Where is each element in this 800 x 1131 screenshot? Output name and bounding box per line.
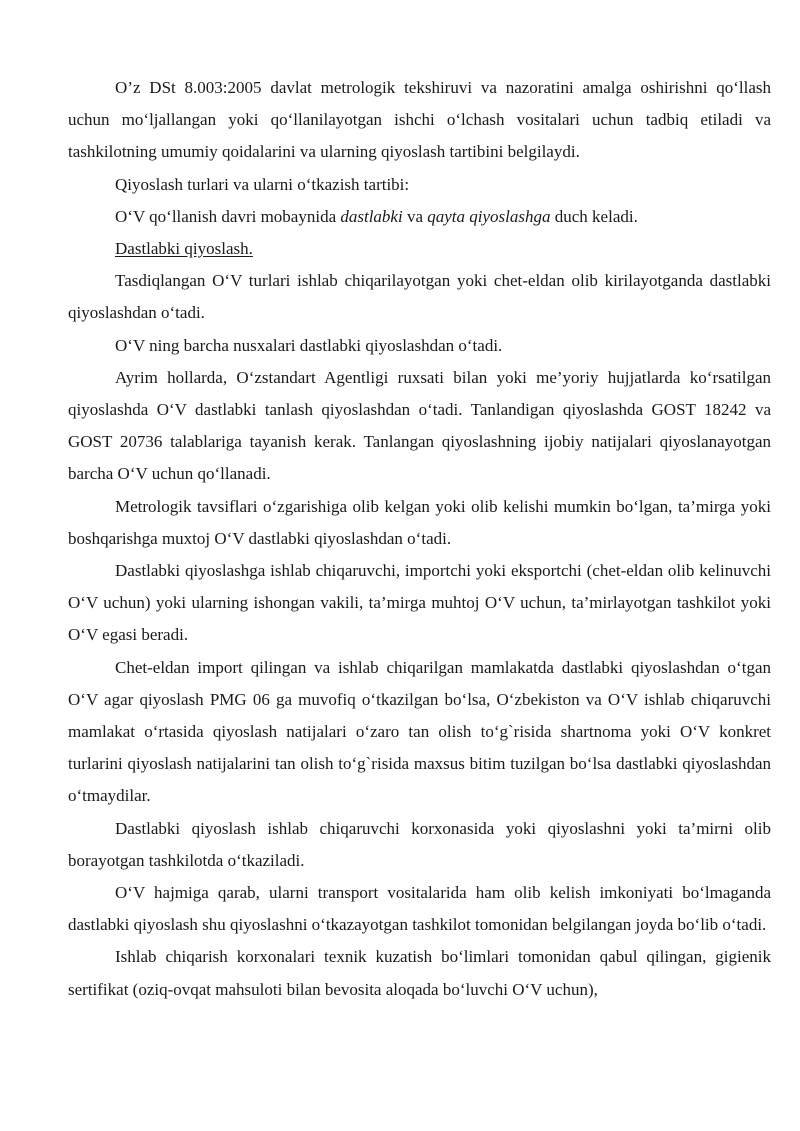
- paragraph-sample-verification: Ayrim hollarda, O‘zstandart Agentligi ruxsati bilan yoki me’yoriy hujjatlarda ko‘rsatilgan qiyoslashda O‘V dastlabki tanlash qiyoslashdan o‘tadi. Tanlandigan qiyoslashda GOST 18242 va GOST 20736 talablariga tayanish kerak. Tanlangan qiyoslashning ijobiy natijalari qiyoslanayotgan barcha O‘V uchun qo‘llanadi.: [68, 367, 771, 484]
- p3-emphasis-initial: dastlabki: [340, 206, 403, 226]
- p3-text-e: duch keladi.: [550, 206, 638, 226]
- paragraph-all-copies: O‘V ning barcha nusxalari dastlabki qiyoslashdan o‘tadi.: [115, 335, 503, 355]
- paragraph-verification-kinds: [68, 201, 771, 233]
- paragraph-import-exemption: Chet-eldan import qilingan va ishlab chiqarilgan mamlakatda dastlabki qiyoslashdan o‘tgan O‘V agar qiyoslash PMG 06 ga muvofiq o‘tkazilgan bo‘lsa, O‘zbekiston va O‘V ishlab chiqaruvchi mamlakat o‘rtasida qiyoslash natijalari o‘zaro tan olish to‘g`risida shartnoma yoki O‘V konkret turlarini qiyoslash natijalarini tan olish to‘g`risida maxsus bitim tuzilgan bo‘lsa dastlabki qiyoslashdan o‘tmaydilar.: [68, 657, 771, 806]
- paragraph-standard-scope: O’z DSt 8.003:2005 davlat metrologik tekshiruvi va nazoratini amalga oshirishni qo‘llash uchun mo‘ljallangan yoki qo‘llanilayotgan ishchi o‘lchash vositalari uchun tadbiq etiladi va tashkilotning umumiy qoidalarini va ularning qiyoslash tartibini belgilaydi.: [68, 78, 771, 162]
- paragraph-approved-types: Tasdiqlangan O‘V turlari ishlab chiqarilayotgan yoki chet-eldan olib kirilayotganda dastlabki qiyoslashdan o‘tadi.: [68, 271, 771, 323]
- p3-emphasis-repeat: qayta qiyoslashga: [427, 206, 551, 226]
- paragraph-who-submits: Dastlabki qiyoslashga ishlab chiqaruvchi, importchi yoki eksportchi (chet-eldan olib kelinuvchi O‘V uchun) yoki ularning ishongan vakili, ta’mirga muhtoj O‘V uchun, ta’mirlayotgan tashkilot yoki O‘V egasi beradi.: [68, 561, 771, 645]
- paragraph-transport: O‘V hajmiga qarab, ularni transport vositalarida ham olib kelish imkoniyati bo‘lmaganda dastlabki qiyoslash shu qiyoslashni o‘tkazayotgan tashkilot tomonidan belgilangan joyda bo‘lib o‘tadi.: [68, 883, 771, 935]
- paragraph-location: Dastlabki qiyoslash ishlab chiqaruvchi korxonasida yoki qiyoslashni yoki ta’mirni olib borayotgan tashkilotda o‘tkaziladi.: [68, 818, 771, 870]
- paragraph-technical-control: Ishlab chiqarish korxonalari texnik kuzatish bo‘limlari tomonidan qabul qilingan, gigienik sertifikat (oziq-ovqat mahsuloti bilan bevosita aloqada bo‘luvchi O‘V uchun),: [68, 947, 771, 999]
- section-heading-initial-verification: [68, 233, 771, 265]
- paragraph-metrological-changes: Metrologik tavsiflari o‘zgarishiga olib kelgan yoki olib kelishi mumkin bo‘lgan, ta’mirga yoki boshqarishga muxtoj O‘V dastlabki qiyoslashdan o‘tadi.: [68, 496, 771, 548]
- p3-text-a: O‘V qo‘llanish davri mobaynida: [115, 206, 341, 226]
- paragraph-verification-types: Qiyoslash turlari va ularni o‘tkazish tartibi:: [115, 174, 410, 194]
- section-heading-text: Dastlabki qiyoslash.: [115, 239, 253, 259]
- p3-text-c: va: [402, 206, 428, 226]
- document-page: [68, 72, 771, 1006]
